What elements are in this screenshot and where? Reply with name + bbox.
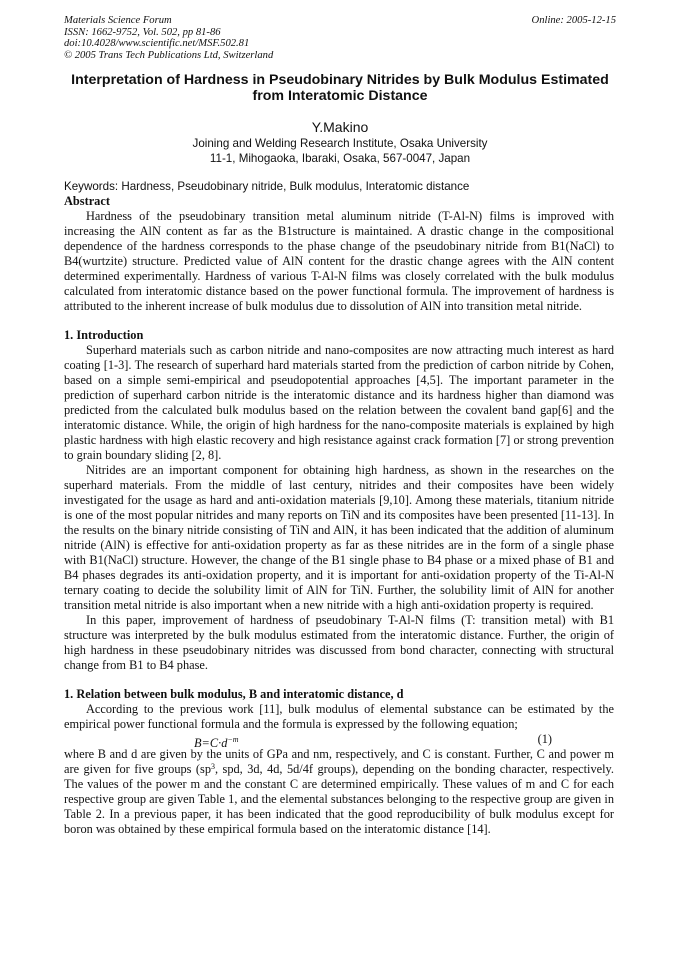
equation-exponent: −m xyxy=(227,735,239,744)
section-2-paragraph-2-b: , spd, 3d, 4d, 5d/4f groups), depending on the bonding character, respectively. The values of the power m and the constant C are determined empirically. These values of m and C for each respective group are given Table 1, and the elemental substances belonging to the respective group are given in Table 2. In a previous paper, it has been indicated that the good reproducibility of bulk modulus except for boron was obtained by these empirical formula based on the interatomic distance [14]. xyxy=(64,762,614,836)
affiliation-line-2: 11-1, Mihogaoka, Ibaraki, Osaka, 567-0047, Japan xyxy=(209,152,471,165)
journal-header xyxy=(64,15,616,61)
author-name: Y.Makino xyxy=(311,119,369,135)
affiliation xyxy=(64,136,616,166)
sp3-superscript: 3 xyxy=(211,762,215,771)
section-1-heading: 1. Introduction xyxy=(64,328,144,342)
online-date: Online: 2005-12-15 xyxy=(531,15,616,26)
journal-name: Materials Science Forum xyxy=(64,15,172,26)
keywords: Keywords: Hardness, Pseudobinary nitride, Bulk modulus, Interatomic distance xyxy=(64,180,470,193)
section-2-paragraph-2-a: where B and d are given by the units of GPa and nm, respectively, and C is constant. Further, C and power m are given for five groups (sp xyxy=(64,747,614,776)
section-1-paragraph-1: Superhard materials such as carbon nitride and nano-composites are now attracting much interest as hard coating [1-3]. The research of superhard hard materials started from the prediction of carbon nitride by Cohen, based on a simple semi-empirical and pseudopotential approaches [4,5]. The important parameter in the prediction of superhard carbon nitride is the interatomic distance and its hardness higher than diamond was predicted from the calculated bulk modulus based on the relation between the covalent band gap[6] and the interatomic distance. While, the origin of high hardness for the nano-composite materials is explained by high plastic hardness with high elastic recovery and high resistance against crack formation [7] or strong prevention to grain boundary sliding [2, 8]. xyxy=(64,343,614,462)
affiliation-line-1: Joining and Welding Research Institute, Osaka University xyxy=(192,137,488,150)
doi-line: doi:10.4028/www.scientific.net/MSF.502.81 xyxy=(64,38,250,50)
paper-body xyxy=(64,194,614,837)
paper-title: Interpretation of Hardness in Pseudobinary Nitrides by Bulk Modulus Estimated from Interatomic Distance xyxy=(71,72,609,104)
section-2-paragraph-1: According to the previous work [11], bulk modulus of elemental substance can be estimated by the empirical power functional formula and the formula is expressed by the following equation; xyxy=(64,702,614,731)
issn-line: ISSN: 1662-9752, Vol. 502, pp 81-86 xyxy=(64,26,221,38)
section-2-paragraph-2 xyxy=(64,747,614,837)
abstract-text: Hardness of the pseudobinary transition metal aluminum nitride (T-Al-N) films is improved with increasing the AlN content as far as the B1structure is maintained. A drastic change in the compositional dependence of the hardness corresponds to the phase change of the pseudobinary nitride from B1(NaCl) to B4(wurtzite) structure. Predicted value of AlN content for the drastic change agrees with the AlN content determined experimentally. Hardness of various T-Al-N films was closely correlated with the bulk modulus calculated from interatomic distance based on the power functional formula. The improvement of hardness is attributed to the inherent increase of bulk modulus due to dissolution of AlN into transition metal nitride. xyxy=(64,209,614,313)
abstract-heading: Abstract xyxy=(64,194,110,208)
equation-number: (1) xyxy=(537,732,552,746)
section-1-paragraph-2: Nitrides are an important component for obtaining high hardness, as shown in the researches on the superhard materials. From the middle of last century, nitrides and their composites have been widely investigated for the usage as hard and anti-oxidation materials [9,10]. Among these materials, titanium nitride is one of the most popular nitrides and many reports on TiN and its composites have been presented [11-13]. In the results on the binary nitride consisting of TiN and AlN, it has been indicated that the addition of aluminum nitride (AlN) is effective for anti-oxidation property as far as these nitrides are in the form of a single phase with B1(NaCl) structure. However, the change of the B1 single phase to B4 phase or a mixed phase of B1 and B4 phases degrades its anti-oxidation property, and it is important for anti-oxidation property of the Ti-Al-N ternary coating to decide the solubility limit of AlN for TiN. Further, the solubility limit of AlN for another transition metal nitride is also important when a new nitride with a high anti-oxidation property is required. xyxy=(64,463,614,612)
equation-lhs: B=C·d xyxy=(194,736,228,750)
section-2-heading: 1. Relation between bulk modulus, B and interatomic distance, d xyxy=(64,687,404,701)
copyright-line: © 2005 Trans Tech Publications Ltd, Switzerland xyxy=(64,49,274,61)
section-1-paragraph-3: In this paper, improvement of hardness of pseudobinary T-Al-N films (T: transition metal) with B1 structure was interpreted by the bulk modulus estimated from the interatomic distance. Further, the origin of high hardness in these pseudobinary nitrides was discussed from bond character, connecting with structural change from B1 to B4 phase. xyxy=(64,613,614,672)
equation-row xyxy=(64,732,614,750)
equation-1 xyxy=(194,732,239,751)
